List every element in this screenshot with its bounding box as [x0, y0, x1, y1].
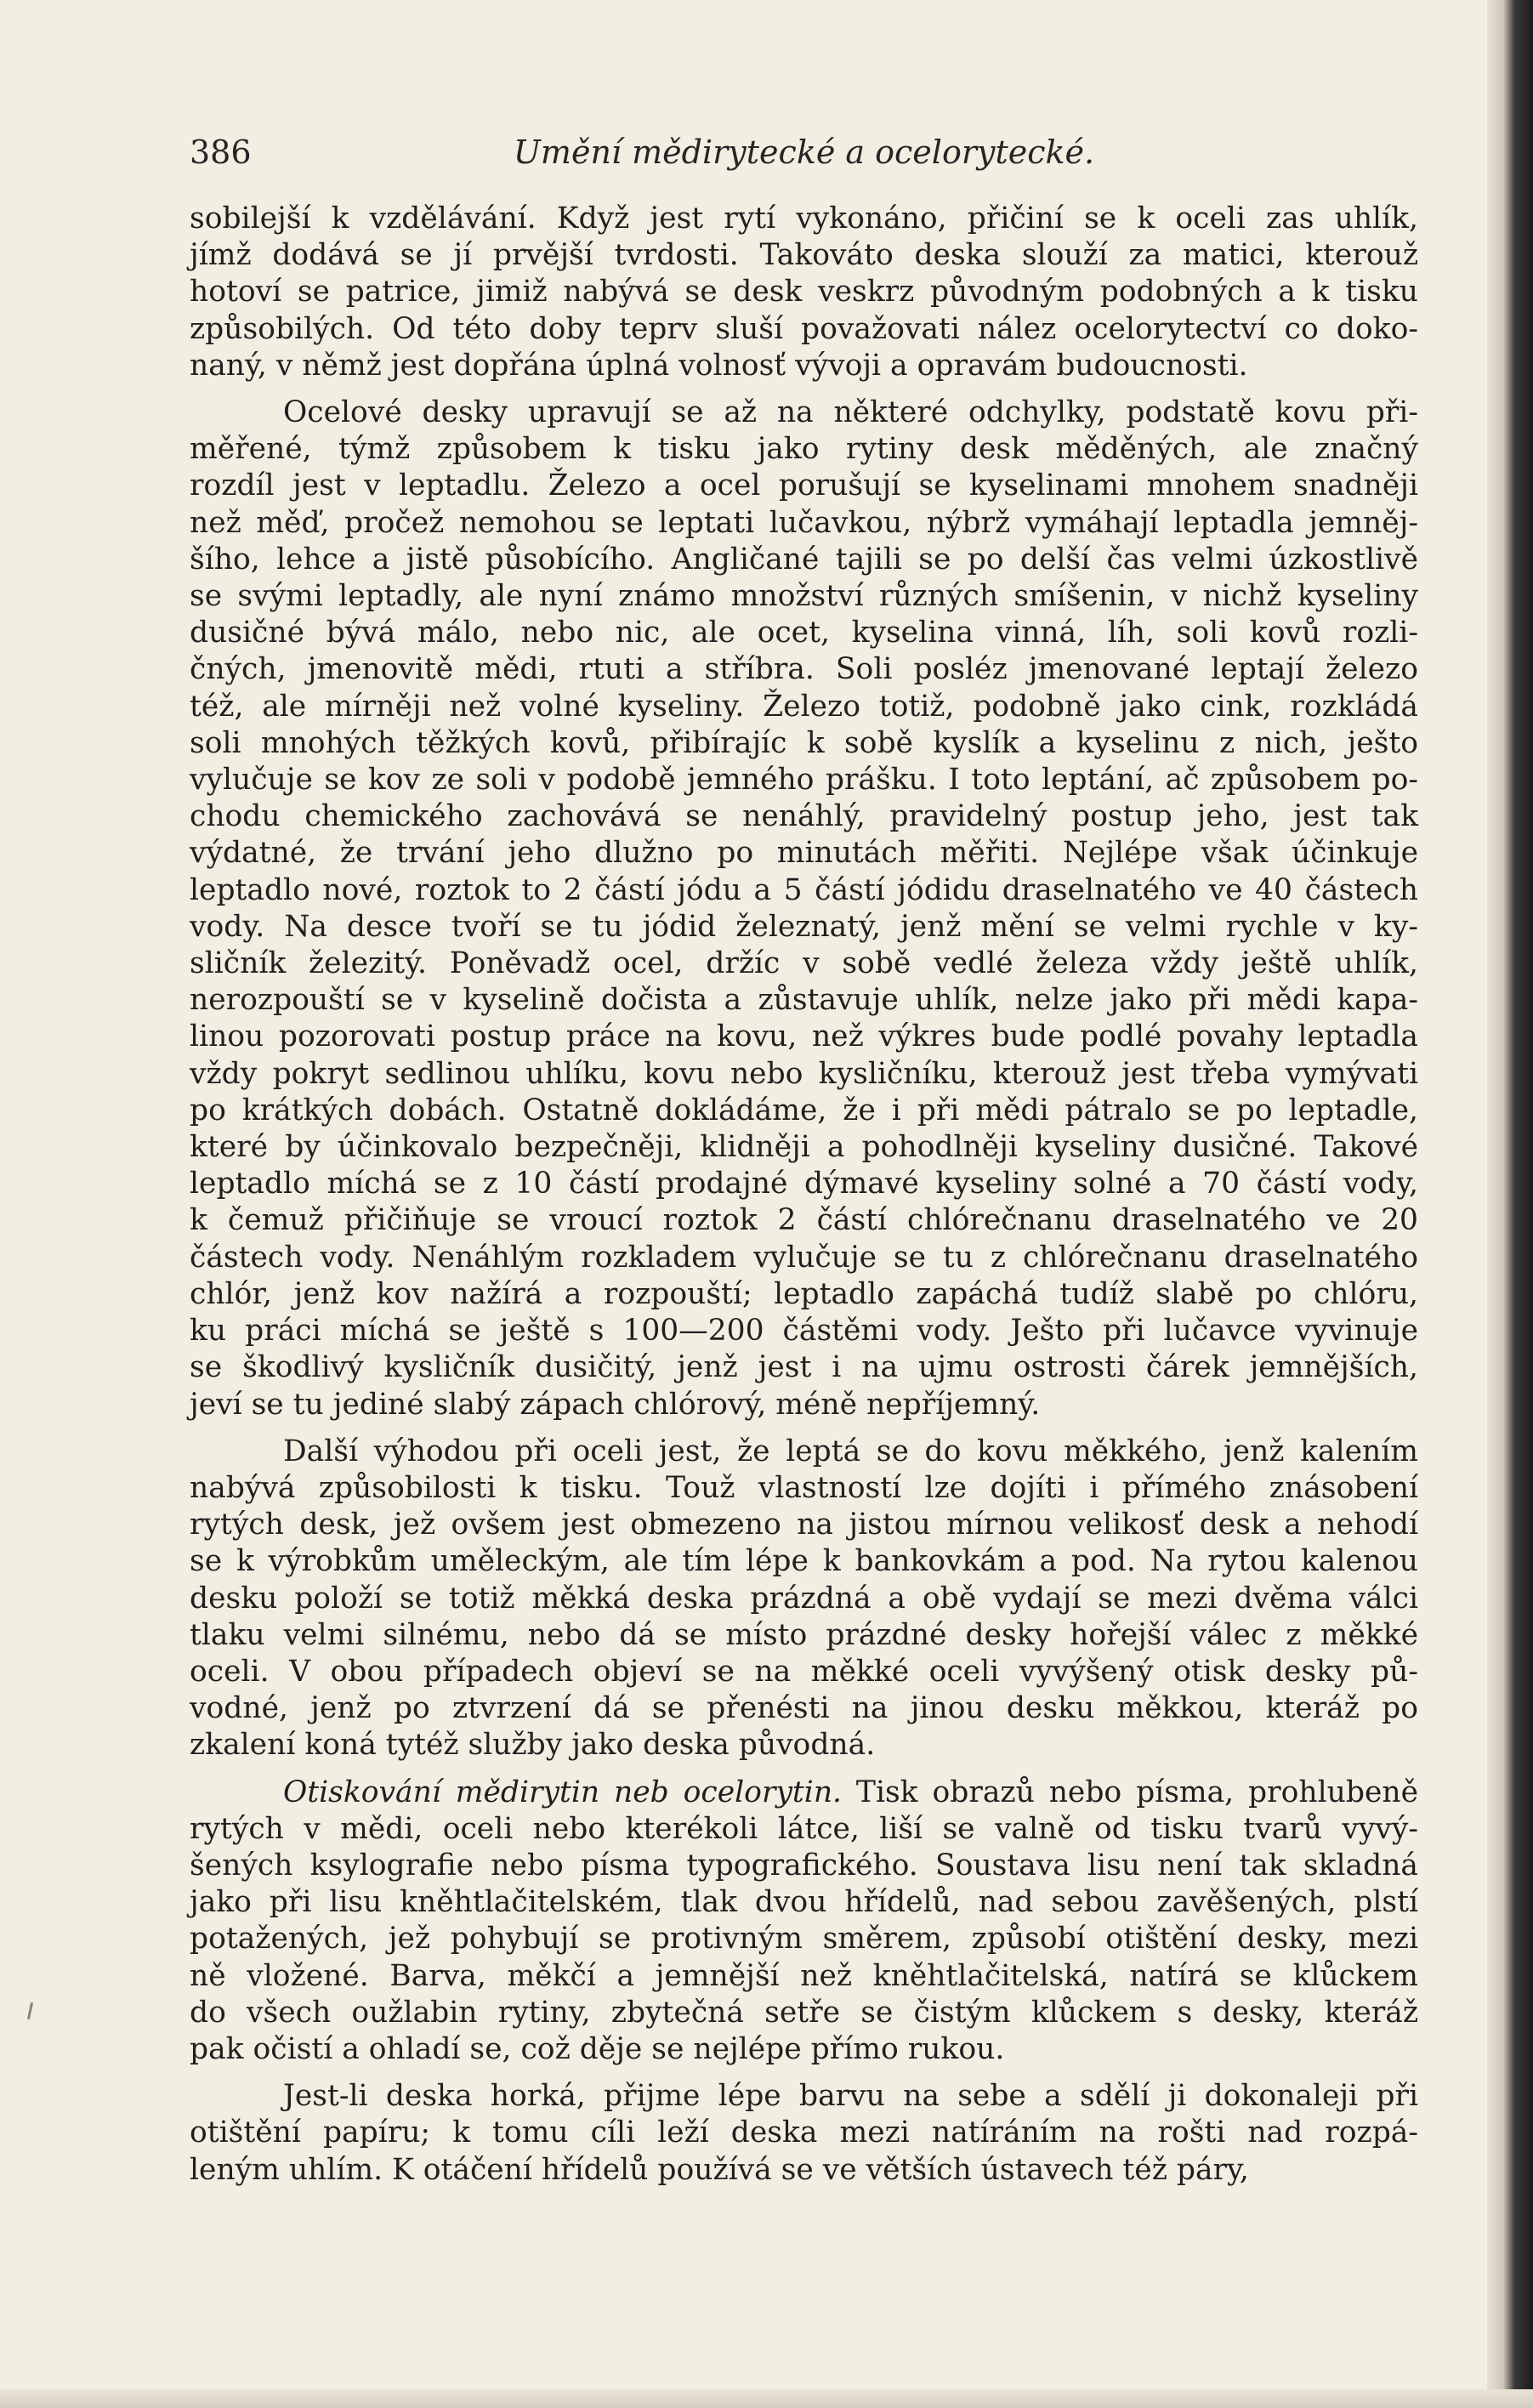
- text-line: dusičné bývá málo, nebo nic, ale ocet, kyselina vinná, líh, soli kovů rozli-: [190, 616, 1418, 650]
- text-line: tlaku velmi silnému, nebo dá se místo prázdné desky hořejší válec z měkké: [190, 1617, 1418, 1652]
- page-header: [190, 131, 1418, 173]
- text-line: desku položí se totiž měkká deska prázdná a obě vydají se mezi dvěma válci: [190, 1581, 1418, 1616]
- text-line: výdatné, že trvání jeho dlužno po minutách měřiti. Nejlépe však účinkuje: [190, 836, 1418, 871]
- page-number: 386: [190, 133, 252, 171]
- text-line: vylučuje se kov ze soli v podobě jemného prášku. I toto leptání, ač způsobem po-: [190, 763, 1418, 798]
- text-line: naný, v němž jest dopřána úplná volnosť vývoji a opravám budoucnosti.: [190, 348, 1248, 383]
- text-line: otištění papíru; k tomu cíli leží deska mezi natíráním na rošti nad rozpá-: [190, 2116, 1418, 2150]
- text-line: způsobilých. Od této doby teprv sluší považovati nález ocelorytectví co doko-: [190, 311, 1418, 346]
- text-line: Jest-li deska horká, přijme lépe barvu na sebe a sdělí ji dokonaleji při: [283, 2079, 1418, 2114]
- text-line: vždy pokryt sedlinou uhlíku, kovu nebo kysličníku, kterouž jest třeba vymývati: [190, 1056, 1418, 1091]
- text-line: se škodlivý kysličník dusičitý, jenž jest i na ujmu ostrosti čárek jemnějších,: [190, 1350, 1418, 1385]
- text-line: vodné, jenž po ztvrzení dá se přenésti na jinou desku měkkou, kteráž po: [190, 1691, 1418, 1726]
- text-line: po krátkých dobách. Ostatně dokládáme, že i při mědi pátralo se po leptadle,: [190, 1093, 1418, 1127]
- scan-edge-bottom: [0, 2389, 1533, 2408]
- text-line: nerozpouští se v kyselině dočista a zůstavuje uhlík, nelze jako při mědi kapa-: [190, 983, 1418, 1018]
- text-line: potažených, jež pohybují se protivným směrem, způsobí otištění desky, mezi: [190, 1922, 1418, 1956]
- text-line: Další výhodou při oceli jest, že leptá se do kovu měkkého, jenž kalením: [283, 1434, 1418, 1468]
- text-line: soli mnohých těžkých kovů, přibírajíc k sobě kyslík a kyselinu z nich, ješto: [190, 725, 1418, 760]
- text-line: rozdíl jest v leptadlu. Železo a ocel porušují se kyselinami mnohem snadněji: [190, 469, 1418, 503]
- text-line-rest: Tisk obrazů nebo písma, prohlubeně: [842, 1775, 1419, 1809]
- stray-ink-mark: [27, 2002, 33, 2019]
- running-title: Umění mědirytecké a ocelorytecké.: [513, 133, 1095, 171]
- paragraph: [190, 2078, 1418, 2189]
- text-line: leným uhlím. K otáčení hřídelů používá se ve větších ústavech též páry,: [190, 2152, 1249, 2187]
- body-text: [190, 201, 1418, 2199]
- text-line: zkalení koná tytéž služby jako deska původná.: [190, 1728, 876, 1763]
- text-line: oceli. V obou případech objeví se na měkké oceli vyvýšený otisk desky pů-: [190, 1654, 1418, 1689]
- paragraph: [190, 1775, 1418, 2069]
- text-line: hotoví se patrice, jimiž nabývá se desk veskrz původným podobných a k tisku: [190, 275, 1418, 310]
- scan-edge-right: [1487, 0, 1533, 2408]
- text-line: leptadlo nové, roztok to 2 částí jódu a 5 částí jódidu draselnatého ve 40 částech: [190, 872, 1418, 907]
- paragraph: [190, 201, 1418, 384]
- paragraph: [190, 1434, 1418, 1764]
- text-line: do všech oužlabin rytiny, zbytečná setře se čistým klůckem s desky, kteráž: [190, 1995, 1418, 2030]
- text-line: šího, lehce a jistě působícího. Angličané tajili se po delší čas velmi úzkostlivě: [190, 542, 1418, 576]
- text-line: Ocelové desky upravují se až na některé odchylky, podstatě kovu při-: [283, 395, 1418, 430]
- text-line: rytých v mědi, oceli nebo kterékoli látce, liší se valně od tisku tvarů vyvý-: [190, 1811, 1418, 1846]
- text-line: [190, 1775, 1418, 1811]
- text-line: jako při lisu kněhtlačitelském, tlak dvou hřídelů, nad sebou zavěšených, plstí: [190, 1885, 1418, 1920]
- text-line: které by účinkovalo bezpečněji, klidněji a pohodlněji kyseliny dusičné. Takové: [190, 1130, 1418, 1165]
- text-line: se k výrobkům uměleckým, ale tím lépe k bankovkám a pod. Na rytou kalenou: [190, 1544, 1418, 1579]
- text-line: než měď, pročež nemohou se leptati lučavkou, nýbrž vymáhají leptadla jemněj-: [190, 505, 1418, 540]
- text-line: nabývá způsobilosti k tisku. Touž vlastností lze dojíti i přímého znásobení: [190, 1470, 1418, 1505]
- text-line: částech vody. Nenáhlým rozkladem vylučuje se tu z chlórečnanu draselnatého: [190, 1240, 1418, 1275]
- paragraph: [190, 395, 1418, 1423]
- text-line: měřené, týmž způsobem k tisku jako rytiny desk měděných, ale značný: [190, 432, 1418, 467]
- text-line: leptadlo míchá se z 10 částí prodajné dýmavé kyseliny solné a 70 částí vody,: [190, 1167, 1418, 1201]
- text-line: čných, jmenovitě mědi, rtuti a stříbra. Soli posléz jmenované leptají železo: [190, 652, 1418, 687]
- text-line: k čemuž přičiňuje se vroucí roztok 2 částí chlórečnanu draselnatého ve 20: [190, 1203, 1418, 1238]
- text-line: pak očistí a ohladí se, což děje se nejlépe přímo rukou.: [190, 2031, 1005, 2066]
- text-line: ně vložené. Barva, měkčí a jemnější než kněhtlačitelská, natírá se klůckem: [190, 1958, 1418, 1993]
- text-line: se svými leptadly, ale nyní známo množství různých smíšenin, v nichž kyseliny: [190, 579, 1418, 614]
- text-line: chlór, jenž kov nažírá a rozpouští; leptadlo zapáchá tudíž slabě po chlóru,: [190, 1276, 1418, 1311]
- text-line: rytých desk, jež ovšem jest obmezeno na jistou mírnou velikosť desk a nehodí: [190, 1508, 1418, 1542]
- text-line: jeví se tu jediné slabý zápach chlórový, méně nepříjemný.: [190, 1387, 1041, 1422]
- text-line: sličník železitý. Poněvadž ocel, držíc v sobě vedlé železa vždy ještě uhlík,: [190, 946, 1418, 981]
- text-line: též, ale mírněji než volné kyseliny. Železo totiž, podobně jako cink, rozkládá: [190, 689, 1418, 724]
- text-line: linou pozorovati postup práce na kovu, než výkres bude podlé povahy leptadla: [190, 1019, 1418, 1054]
- text-line: jímž dodává se jí prvější tvrdosti. Takováto deska slouží za matici, kterouž: [190, 238, 1418, 273]
- text-line: vody. Na desce tvoří se tu jódid železnatý, jenž mění se velmi rychle v ky-: [190, 909, 1418, 944]
- text-line: sobilejší k vzdělávání. Když jest rytí vykonáno, přičiní se k oceli zas uhlík,: [190, 202, 1418, 236]
- text-line: šených ksylografie nebo písma typografického. Soustava lisu není tak skladná: [190, 1848, 1418, 1883]
- text-line: chodu chemického zachovává se nenáhlý, pravidelný postup jeho, jest tak: [190, 799, 1418, 834]
- text-line: ku práci míchá se ještě s 100—200 částěmi vody. Ješto při lučavce vyvinuje: [190, 1314, 1418, 1349]
- section-heading-italic: Otiskování mědirytin neb ocelorytin.: [283, 1775, 843, 1809]
